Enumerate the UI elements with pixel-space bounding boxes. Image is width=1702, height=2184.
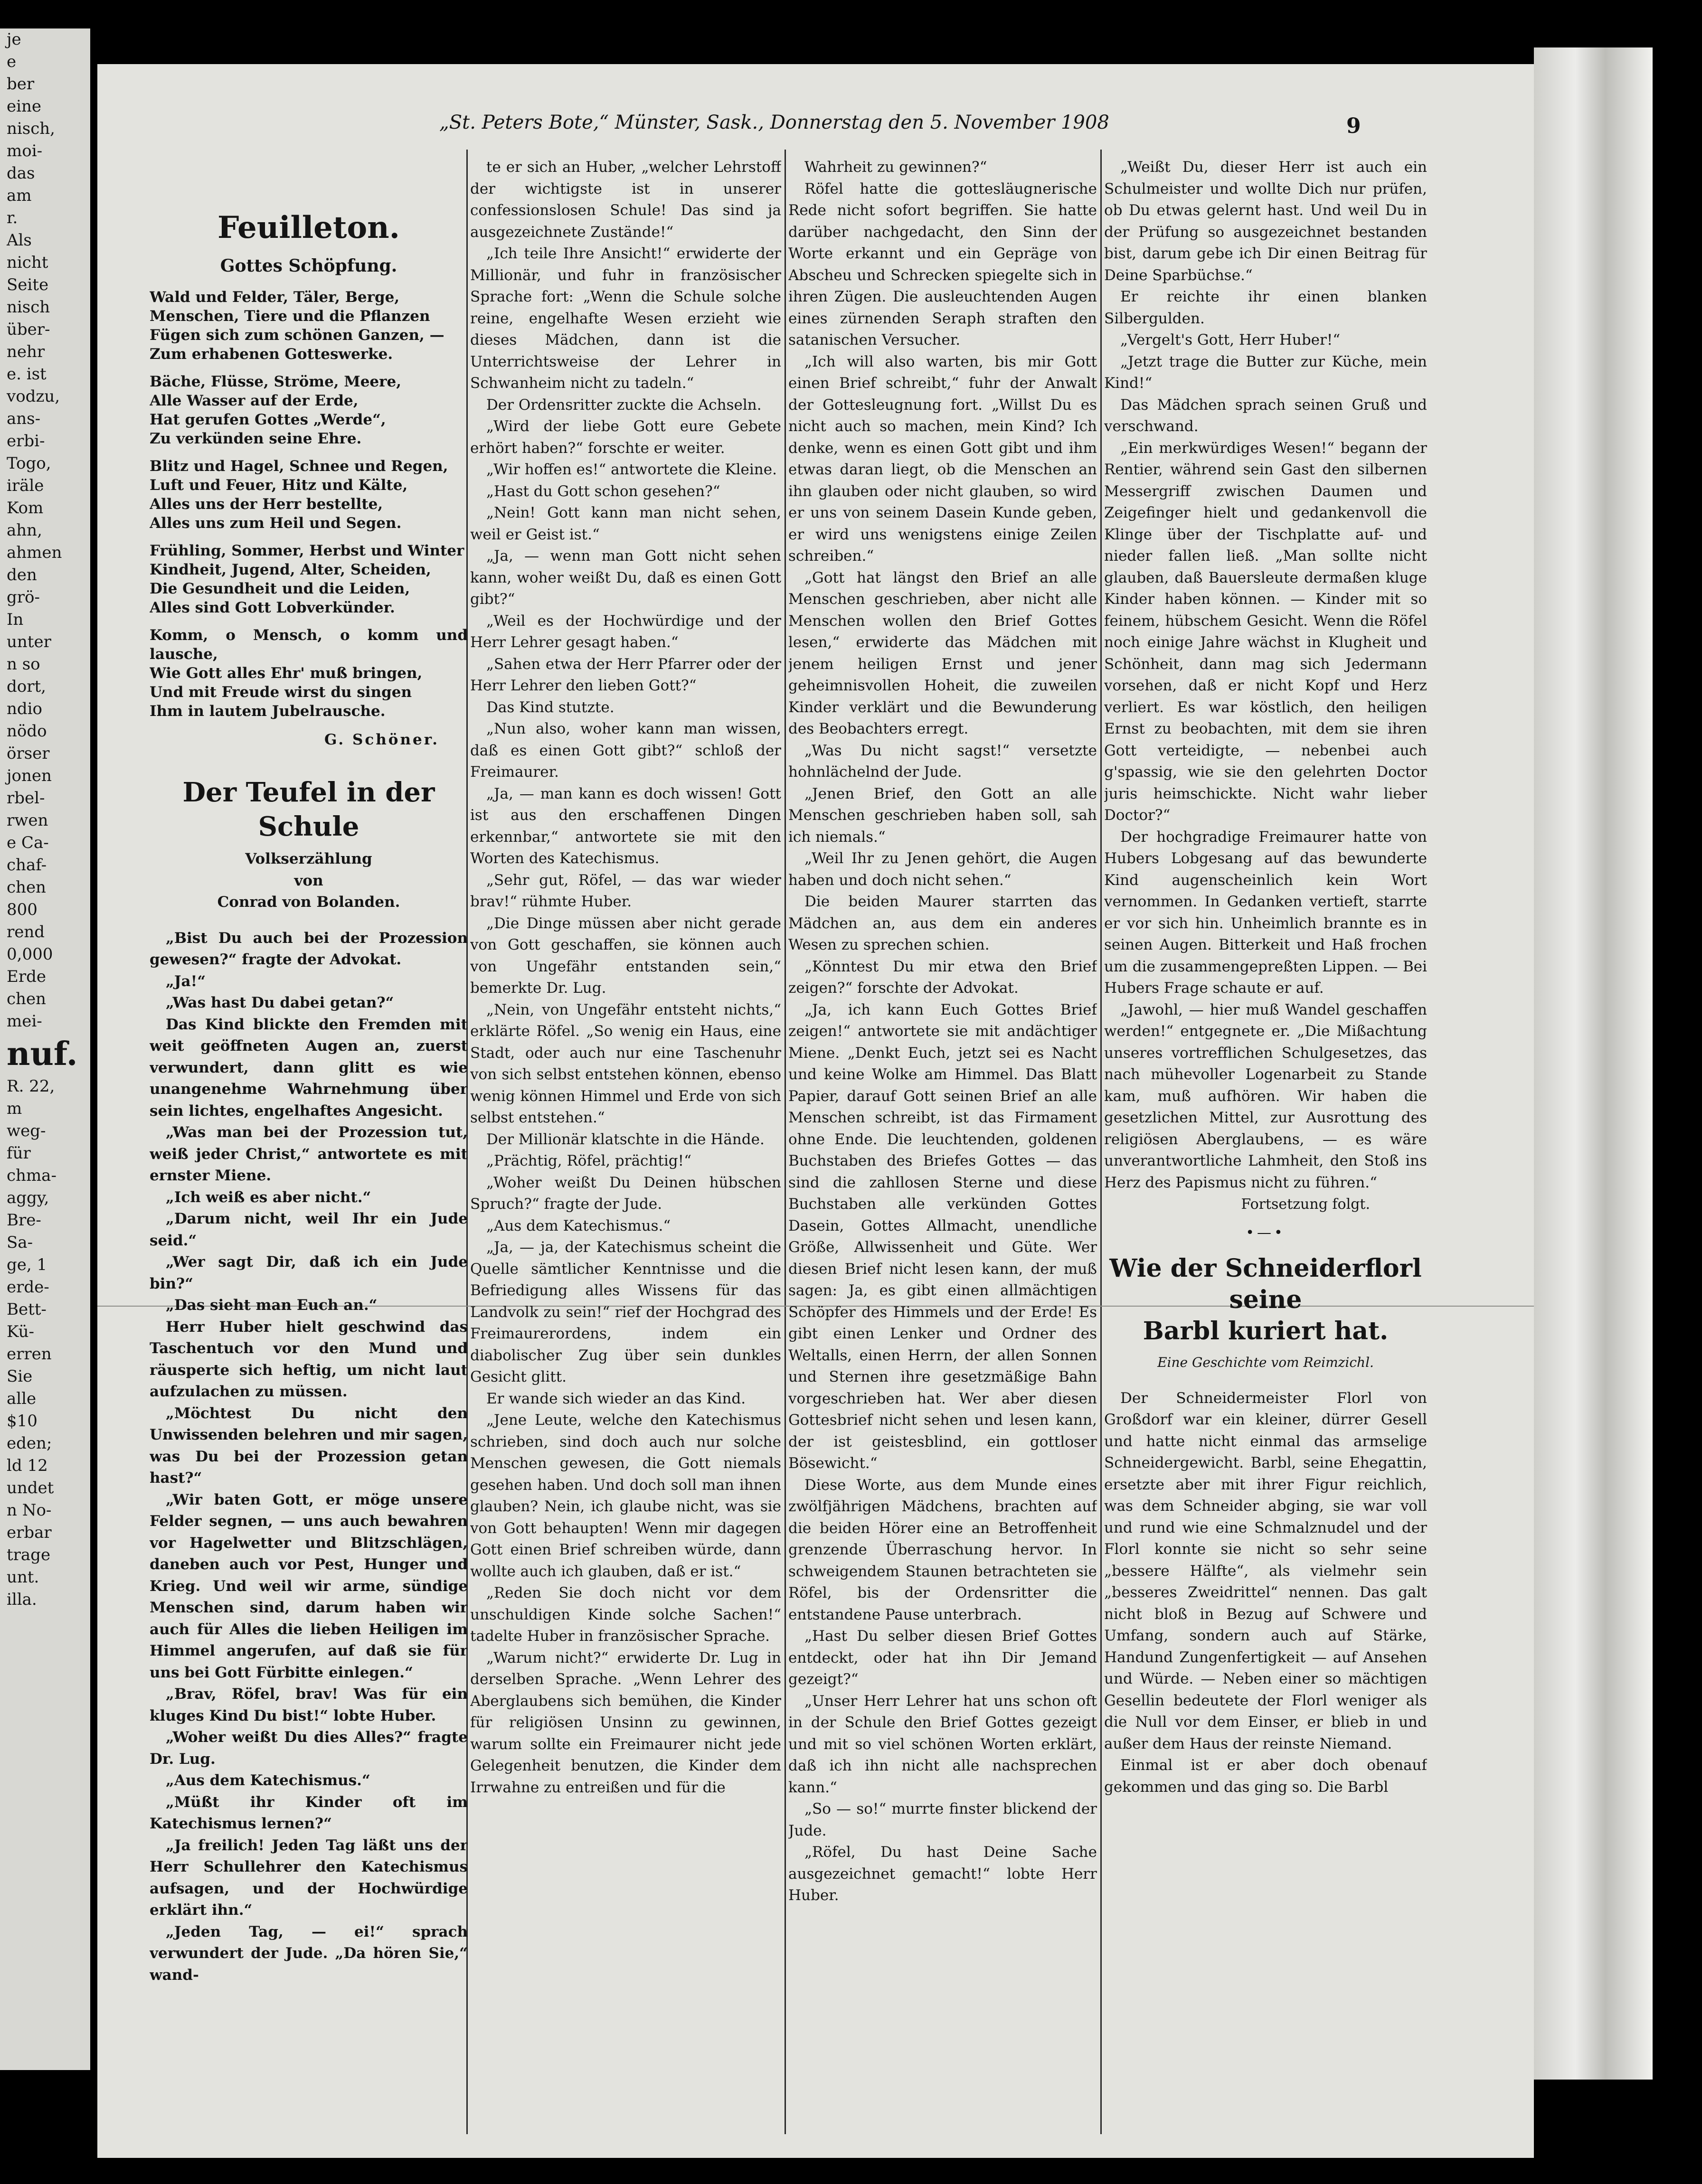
paragraph: „Die Dinge müssen aber nicht gerade von Gott geschaffen, sie können auch von Ungefähr entstanden sein,“ bemerkte Dr. Lug.	[470, 914, 781, 997]
fragment-line: grö-	[7, 588, 40, 607]
fragment-line: chaf-	[7, 856, 47, 875]
paragraph: „Müßt ihr Kinder oft im Katechismus lernen?“	[150, 1793, 468, 1832]
paragraph: „Woher weißt Du Deinen hübschen Spruch?“ fragte der Jude.	[470, 1174, 781, 1213]
paragraph: „Warum nicht?“ erwiderte Dr. Lug in derselben Sprache. „Wenn Lehrer des Aberglaubens sich bemühen, die Kinder für religiösen Unsinn zu gewinnen, warum sollte ein Freimaurer nicht jede Gelegenheit benutzen, die Kinder dem Irrwahne zu entreißen und für die	[470, 1649, 781, 1796]
section-title: Feuilleton.	[217, 210, 400, 245]
fragment-line: aggy,	[7, 1188, 49, 1207]
paragraph: „So — so!“ murrte finster blickend der Jude.	[788, 1800, 1097, 1839]
paragraph: Wahrheit zu gewinnen?“	[804, 159, 987, 176]
paragraph: „Reden Sie doch nicht vor dem unschuldigen Kinde solche Sachen!“ tadelte Huber in französischer Sprache.	[470, 1584, 781, 1645]
fragment-line: e Ca-	[7, 833, 49, 852]
paragraph: Der Ordensritter zuckte die Achseln.	[486, 396, 762, 414]
story-2-title-line-3: Barbl kuriert hat.	[1143, 1317, 1389, 1346]
paragraph: „Woher weißt Du dies Alles?“ fragte Dr. Lug.	[150, 1729, 468, 1768]
paragraph: „Weißt Du, dieser Herr ist auch ein Schulmeister und wollte Dich nur prüfen, ob Du etwas gelernt hast. Und weil Du in der Prüfung so ausgezeichnet bestanden bist, darum gebe ich Dir einen Beitrag für Deine Sparbüchse.“	[1104, 159, 1427, 284]
column-1-text	[150, 928, 468, 1986]
fragment-line: trage	[7, 1545, 51, 1564]
paragraph: Das Mädchen sprach seinen Gruß und verschwand.	[1104, 396, 1427, 435]
fragment-line: Kom	[7, 499, 44, 518]
poem-line: Hat gerufen Gottes „Werde“,	[150, 411, 386, 428]
story-2-title-line-2: seine	[1229, 1285, 1302, 1314]
fragment-line: iräle	[7, 476, 44, 495]
column-rule	[1100, 150, 1102, 2134]
poem-line: Wald und Felder, Täler, Berge,	[150, 288, 400, 306]
paragraph: „Weil Ihr zu Jenen gehört, die Augen haben und doch nicht sehen.“	[788, 850, 1097, 889]
poem-line: Alle Wasser auf der Erde,	[150, 392, 359, 409]
poem	[150, 288, 468, 721]
story-2-title	[1104, 1253, 1427, 1347]
page-number: 9	[1346, 114, 1361, 138]
paragraph: „Möchtest Du nicht den Unwissenden belehren und mir sagen, was Du bei der Prozession getan hast?“	[150, 1404, 468, 1487]
fragment-line: den	[7, 565, 37, 584]
story-2-text	[1104, 1388, 1427, 1798]
poem-author: G. Schöner.	[324, 731, 439, 748]
paragraph: „Ich will also warten, bis mir Gott einen Brief schreibt,“ fuhr der Anwalt der Gottesleugnung fort. „Willst Du es nicht auch so machen, mein Kind? Ich denke, wenn es einen Gott gibt und ihm etwas daran liegt, ob die Menschen an ihn glauben oder nicht glauben, so wird er uns von seinem Dasein Kunde geben, er wird uns wenigstens einige Zeilen schreiben.“	[788, 353, 1097, 565]
masthead: „St. Peters Bote,“ Münster, Sask., Donnerstag den 5. November 1908	[439, 112, 1109, 133]
story-title: Der Teufel in der Schule	[182, 777, 435, 842]
paragraph: „Wird der liebe Gott eure Gebete erhört haben?“ forschte er weiter.	[470, 418, 781, 457]
fragment-line: ld 12	[7, 1456, 48, 1475]
paragraph: „Jeden Tag, — ei!“ sprach verwundert der Jude. „Da hören Sie,“ wand-	[150, 1923, 468, 1984]
paragraph: „Nun also, woher kann man wissen, daß es einen Gott gibt?“ schloß der Freimaurer.	[470, 720, 781, 781]
column-2-text	[470, 157, 781, 1798]
fragment-line: eden;	[7, 1434, 52, 1453]
paragraph: „Was Du nicht sagst!“ versetzte hohnlächelnd der Jude.	[788, 742, 1097, 781]
paragraph: „Aus dem Katechismus.“	[486, 1217, 671, 1234]
fragment-line: weg-	[7, 1121, 46, 1140]
paragraph: „Gott hat längst den Brief an alle Menschen geschrieben, aber nicht alle Menschen wollen den Brief Gottes lesen,“ erwiderte das Mädchen mit jenem heiligen Ernst und jener geheimnisvollen Hoheit, die zuweilen Kinder verklärt und die Bewunderung des Beobachters erregt.	[788, 569, 1097, 737]
fragment-line: dort,	[7, 677, 46, 696]
paragraph: „Sehr gut, Röfel, — das war wieder brav!“ rühmte Huber.	[470, 871, 781, 910]
fragment-line: mei-	[7, 1012, 42, 1031]
poem-stanza	[150, 288, 468, 364]
fragment-line: e. ist	[7, 365, 47, 384]
paragraph: Herr Huber hielt geschwind das Taschentuch vor den Mund und räusperte sich heftig, um nicht laut aufzulachen zu müssen.	[150, 1318, 468, 1400]
fragment-line: erbi-	[7, 432, 45, 451]
poem-line: Ihm in lautem Jubelrausche.	[150, 702, 386, 720]
fragment-line: $10	[7, 1412, 38, 1431]
fragment-line: am	[7, 186, 32, 205]
fragment-line: ahmen	[7, 543, 62, 562]
poem-line: Luft und Feuer, Hitz und Kälte,	[150, 476, 408, 494]
paragraph: te er sich an Huber, „welcher Lehrstoff der wichtigste ist in unserer confessionslosen Schule! Das sind ja ausgezeichnete Zustände!“	[470, 159, 781, 241]
fragment-line: alle	[7, 1389, 37, 1408]
paragraph: „Ja, — wenn man Gott nicht sehen kann, woher weißt Du, daß es einen Gott gibt?“	[470, 547, 781, 608]
continuation-note: Fortsetzung folgt.	[1241, 1196, 1370, 1213]
fragment-line: nisch,	[7, 119, 55, 138]
fragment-line: für	[7, 1144, 31, 1163]
poem-line: Und mit Freude wirst du singen	[150, 683, 412, 701]
paragraph: „Unser Herr Lehrer hat uns schon oft in der Schule den Brief Gottes gezeigt und mit so viel schönen Worten erklärt, daß ich ihn nicht alle nachsprechen kann.“	[788, 1692, 1097, 1796]
fragment-line: nehr	[7, 342, 45, 361]
fragment-line: Als	[7, 231, 32, 250]
paragraph: „Wir baten Gott, er möge unsere Felder segnen, — uns auch bewahren vor Hagelwetter und Blitzschlägen, daneben auch vor Pest, Hunger und Krieg. Und weil wir arme, sündige Menschen sind, darum haben wir auch für Alles die lieben Heiligen im Himmel angerufen, auf daß sie für uns bei Gott Fürbitte einlegen.“	[150, 1491, 468, 1681]
fragment-line: 800	[7, 900, 38, 919]
newspaper-page	[97, 64, 1534, 2158]
paragraph: „Wir hoffen es!“ antwortete die Kleine.	[486, 461, 777, 478]
left-fragment-lines-2	[0, 1075, 90, 1611]
poem-line: Wie Gott alles Ehr' muß bringen,	[150, 664, 423, 682]
left-fragment-heading: nuf.	[7, 1035, 78, 1073]
paragraph: „Ich weiß es aber nicht.“	[166, 1188, 371, 1206]
fragment-line: Sa-	[7, 1233, 33, 1252]
fragment-line: über-	[7, 320, 50, 339]
fragment-line: rbel-	[7, 789, 45, 808]
fragment-line: eine	[7, 97, 42, 116]
paragraph: Diese Worte, aus dem Munde eines zwölfjährigen Mädchens, brachten auf die beiden Hörer eine an Betroffenheit grenzende Überraschung hervor. In schweigendem Staunen betrachteten sie Röfel, bis der Ordensritter die entstandene Pause unterbrach.	[788, 1476, 1097, 1623]
paragraph: „Röfel, Du hast Deine Sache ausgezeichnet gemacht!“ lobte Herr Huber.	[788, 1844, 1097, 1904]
fragment-line: unt.	[7, 1568, 39, 1587]
paragraph: „Vergelt's Gott, Herr Huber!“	[1120, 331, 1341, 348]
column-4-text	[1104, 157, 1427, 1194]
fragment-line: rwen	[7, 811, 48, 830]
paragraph: Einmal ist er aber doch obenauf gekommen und das ging so. Die Barbl	[1104, 1757, 1427, 1796]
paragraph: Er wande sich wieder an das Kind.	[486, 1390, 746, 1407]
paragraph: „Was man bei der Prozession tut, weiß jeder Christ,“ antwortete es mit ernster Miene.	[150, 1124, 468, 1184]
left-page-fragment	[0, 28, 90, 2070]
paragraph: Das Kind stutzte.	[486, 698, 615, 716]
paragraph: Röfel hatte die gottesläugnerische Rede nicht sofort begriffen. Sie hatte darüber nachgedacht, den Sinn der Worte erkannt und ein Gepräge von Abscheu und Schrecken spiegelte sich in ihren Zügen. Die ausleuchtenden Augen eines zürnenden Seraph straften den satanischen Versucher.	[788, 180, 1097, 348]
fragment-line: unter	[7, 632, 51, 651]
fragment-line: Seite	[7, 275, 49, 294]
paragraph: „Brav, Röfel, brav! Was für ein kluges Kind Du bist!“ lobte Huber.	[150, 1685, 468, 1724]
paragraph: „Das sieht man Euch an.“	[166, 1297, 378, 1314]
poem-line: Komm, o Mensch, o komm und lausche,	[150, 626, 468, 663]
fragment-line: m	[7, 1099, 22, 1118]
poem-line: Alles sind Gott Lobverkünder.	[150, 599, 395, 616]
fragment-line: nisch	[7, 298, 50, 317]
paragraph: „Jenen Brief, den Gott an alle Menschen geschrieben haben soll, sah ich niemals.“	[788, 785, 1097, 846]
paragraph: „Ja, ich kann Euch Gottes Brief zeigen!“ antwortete sie mit andächtiger Miene. „Denkt Euch, jetzt sei es Nacht und keine Wolke am Himmel. Das Blatt Papier, darauf Gott seinen Brief an alle Menschen schreibt, ist das Firmament ohne Ende. Die leuchtenden, goldenen Buchstaben des Briefes Gottes — das sind die zahllosen Sterne und diese Buchstaben alle verkünden Gottes Dasein, Gottes Allmacht, unendliche Größe, Allwissenheit und Güte. Wer diesen Brief nicht lesen kann, der muß sagen: Ja, es gibt einen allmächtigen Schöpfer des Himmels und der Erde! Es gibt einen Lenker und Ordner des Weltalls, einen Herrn, der allen Sonnen und Sternen ihre gesetzmäßige Bahn vorgeschrieben hat. Wer aber diesen Gottesbrief nicht sehen und lesen kann, der ist geistesblind, ein gottloser Bösewicht.“	[788, 1001, 1097, 1472]
poem-stanza	[150, 626, 468, 721]
fragment-line: örser	[7, 744, 50, 763]
page-edge-strip	[1534, 47, 1653, 2080]
paragraph: „Ja, — man kann es doch wissen! Gott ist aus den erschaffenen Dingen erkennbar,“ antwortete sie mit den Worten des Katechismus.	[470, 785, 781, 867]
fragment-line: Sie	[7, 1367, 33, 1386]
paragraph: „Ja!“	[166, 972, 206, 990]
poem-line: Blitz und Hagel, Schnee und Regen,	[150, 457, 448, 475]
paragraph: Der Schneidermeister Florl von Großdorf war ein kleiner, dürrer Gesell und hatte nicht einmal das armselige Schneidergewicht. Barbl, seine Ehegattin, ersetzte aber mit ihrer Figur reichlich, was dem Schneider abging, sie war voll und rund wie eine Schmalznudel und der Florl konnte sie nicht so sehr seine „bessere Hälfte“, als vielmehr sein „besseres Zweidrittel“ nennen. Das galt nicht bloß in Bezug auf Schwere und Umfang, sondern auch auf Stärke, Handund Zungenfertigkeit — auf Ansehen und Würde. — Neben einer so mächtigen Gesellin bedeutete der Florl weniger als die Null vor dem Einser, er blieb in und außer dem Haus der reinste Niemand.	[1104, 1389, 1427, 1752]
paragraph: „Prächtig, Röfel, prächtig!“	[486, 1152, 691, 1169]
column-3-text	[788, 157, 1097, 1907]
fragment-line: je	[7, 30, 21, 49]
fragment-line: moi-	[7, 141, 43, 160]
paragraph: „Ein merkwürdiges Wesen!“ begann der Rentier, während sein Gast den silbernen Messergriff zwischen Daumen und Zeigefinger hielt und gedankenvoll die Klinge über der Tischplatte auf- und nieder fallen ließ. „Man sollte nicht glauben, daß Bauersleute dermaßen kluge Kinder haben können. — Kinder mit so feinem, hübschem Gesicht. Wenn die Röfel noch einige Jahre wächst in Klugheit und Schönheit, dann mag sich Jedermann vorsehen, daß er nicht Kopf und Herz verliert. Es war köstlich, den heiligen Ernst zu beobachten, mit dem sie ihren Gott verteidigte, — nebenbei auch g'spassig, wie sie den gelehrten Doctor juris heimschickte. Nicht wahr lieber Doctor?“	[1104, 439, 1427, 824]
fragment-line: erren	[7, 1345, 52, 1364]
paragraph: „Ja, — ja, der Katechismus scheint die Quelle sämtlicher Kenntnisse und die Befriedigung alles Wissens für das Landvolk zu sein!“ rief der Hochgrad des Freimaurerordens, indem ein diabolischer Zug über sein dunkles Gesicht glitt.	[470, 1239, 781, 1385]
fragment-line: ber	[7, 75, 35, 94]
poem-stanza	[150, 541, 468, 617]
fragment-line: ans-	[7, 409, 41, 428]
story-2-subtitle: Eine Geschichte vom Reimzichl.	[1157, 1355, 1374, 1370]
column-2	[470, 157, 781, 2127]
fragment-line: Togo,	[7, 454, 51, 473]
poem-line: Bäche, Flüsse, Ströme, Meere,	[150, 373, 401, 390]
fragment-line: chen	[7, 878, 46, 897]
paragraph: „Wer sagt Dir, daß ich ein Jude bin?“	[150, 1253, 468, 1292]
story-subtitle: Volkserzählung	[245, 850, 372, 867]
poem-line: Frühling, Sommer, Herbst und Winter	[150, 542, 464, 559]
story-2-title-line-1: Wie der Schneiderflorl	[1109, 1254, 1422, 1283]
paragraph: „Nein, von Ungefähr entsteht nichts,“ erklärte Röfel. „So wenig ein Haus, eine Stadt, oder auch nur eine Taschenuhr von sich selbst entstehen können, ebenso wenig können Himmel und Erde von sich selbst entstehen.“	[470, 1001, 781, 1126]
paragraph: Der hochgradige Freimaurer hatte von Hubers Lobgesang auf das bewunderte Kind augenscheinlich kein Wort vernommen. In Gedanken vertieft, starrte er vor sich hin. Unheimlich brannte es in seinen Augen. Bitterkeit und Haß frochen um die zusammengepreßten Lippen. — Bei Hubers Frage schaute er auf.	[1104, 828, 1427, 997]
paragraph: „Könntest Du mir etwa den Brief zeigen?“ forschte der Advokat.	[788, 958, 1097, 997]
fragment-line: Bett-	[7, 1300, 47, 1319]
column-4	[1104, 157, 1427, 2127]
column-3	[788, 157, 1097, 2127]
fragment-line: rend	[7, 923, 45, 941]
paragraph: Die beiden Maurer starrten das Mädchen an, aus dem ein anderes Wesen zu sprechen schien.	[788, 893, 1097, 953]
paragraph: „Ich teile Ihre Ansicht!“ erwiderte der Millionär, und fuhr in französischer Sprache fort: „Wenn die Schule solche reine, engelhafte Wesen erzieht wie dieses Mädchen, dann ist die Unterrichtsweise der Lehrer in Schwanheim nicht zu tadeln.“	[470, 245, 781, 392]
fragment-line: erde-	[7, 1278, 49, 1297]
fragment-line: nicht	[7, 253, 48, 272]
paragraph: Der Millionär klatschte in die Hände.	[486, 1130, 765, 1148]
fragment-line: vodzu,	[7, 387, 60, 406]
paragraph: „Hast du Gott schon gesehen?“	[486, 482, 720, 500]
fragment-line: Erde	[7, 967, 46, 986]
paragraph: „Bist Du auch bei der Prozession gewesen?“ fragte der Advokat.	[150, 929, 468, 968]
fragment-line: chma-	[7, 1166, 57, 1185]
poem-title: Gottes Schöpfung.	[220, 256, 397, 276]
fragment-line: illa.	[7, 1590, 37, 1609]
poem-line: Zu verkünden seine Ehre.	[150, 430, 362, 447]
poem-line: Kindheit, Jugend, Alter, Scheiden,	[150, 561, 431, 578]
fragment-line: n No-	[7, 1501, 52, 1520]
poem-line: Alles uns der Herr bestellte,	[150, 495, 383, 513]
poem-line: Fügen sich zum schönen Ganzen, —	[150, 326, 444, 344]
fragment-line: e	[7, 52, 17, 71]
paragraph: „Darum nicht, weil Ihr ein Jude seid.“	[150, 1210, 468, 1249]
paragraph: „Was hast Du dabei getan?“	[166, 994, 394, 1011]
paragraph: „Weil es der Hochwürdige und der Herr Lehrer gesagt haben.“	[470, 612, 781, 651]
story-author: Conrad von Bolanden.	[217, 894, 400, 911]
paragraph: Er reichte ihr einen blanken Silbergulden.	[1104, 288, 1427, 327]
left-fragment-lines	[0, 28, 90, 1033]
fragment-line: das	[7, 164, 35, 183]
story-von: von	[294, 872, 323, 889]
fragment-line: erbar	[7, 1523, 52, 1542]
paragraph: „Aus dem Katechismus.“	[166, 1772, 370, 1789]
fragment-line: jonen	[7, 766, 52, 785]
fragment-line: 0,000	[7, 945, 53, 964]
fragment-line: In	[7, 610, 24, 629]
paragraph: „Sahen etwa der Herr Pfarrer oder der Herr Lehrer den lieben Gott?“	[470, 655, 781, 694]
fragment-line: chen	[7, 989, 46, 1008]
paragraph: „Jetzt trage die Butter zur Küche, mein Kind!“	[1104, 353, 1427, 392]
poem-stanza	[150, 457, 468, 533]
paragraph: „Nein! Gott kann man nicht sehen, weil er Geist ist.“	[470, 504, 781, 543]
fragment-line: R. 22,	[7, 1077, 55, 1096]
fragment-line: undet	[7, 1478, 54, 1497]
fragment-line: ahn,	[7, 521, 42, 540]
column-1	[150, 157, 468, 2127]
paragraph: „Jawohl, — hier muß Wandel geschaffen werden!“ entgegnete er. „Die Mißachtung unseres vortrefflichen Schulgesetzes, das nach mühevoller Logenarbeit zu Stande kam, muß aufhören. Wir haben die gesetzlichen Mittel, zur Ausrottung des religiösen Aberglaubens, — es wäre unverantwortliche Lahmheit, den Stoß ins Herz des Papismus nicht zu führen.“	[1104, 1001, 1427, 1191]
fragment-line: r.	[7, 208, 18, 227]
fragment-line: Kü-	[7, 1322, 35, 1341]
fragment-line: ge, 1	[7, 1255, 47, 1274]
column-rule	[785, 150, 786, 2134]
fragment-line: n so	[7, 655, 40, 674]
fragment-line: ndio	[7, 699, 43, 718]
section-divider: •—•	[1246, 1224, 1286, 1241]
poem-stanza	[150, 372, 468, 448]
paragraph: „Jene Leute, welche den Katechismus schrieben, sind doch auch nur solche Menschen gewesen, die Gott niemals gesehen haben. Und doch soll man ihnen glauben? Nein, ich glaube nicht, was sie von Gott behaupten! Wenn mir dagegen Gott einen Brief schreiben würde, dann wollte auch ich glauben, daß er ist.“	[470, 1412, 781, 1580]
paragraph: „Ja freilich! Jeden Tag läßt uns der Herr Schullehrer den Katechismus aufsagen, und der Hochwürdige erklärt ihn.“	[150, 1836, 468, 1919]
paragraph: Das Kind blickte den Fremden mit weit geöffneten Augen an, zuerst verwundert, dann glitt es wie unangenehme Wahrnehmung über sein lichtes, engelhaftes Angesicht.	[150, 1016, 468, 1120]
poem-line: Zum erhabenen Gotteswerke.	[150, 345, 393, 363]
fragment-line: nödo	[7, 722, 47, 741]
paragraph: „Hast Du selber diesen Brief Gottes entdeckt, oder hat ihn Dir Jemand gezeigt?“	[788, 1628, 1097, 1688]
poem-line: Alles uns zum Heil und Segen.	[150, 514, 402, 532]
poem-line: Die Gesundheit und die Leiden,	[150, 580, 410, 597]
fragment-line: Bre-	[7, 1211, 41, 1230]
poem-line: Menschen, Tiere und die Pflanzen	[150, 307, 430, 325]
